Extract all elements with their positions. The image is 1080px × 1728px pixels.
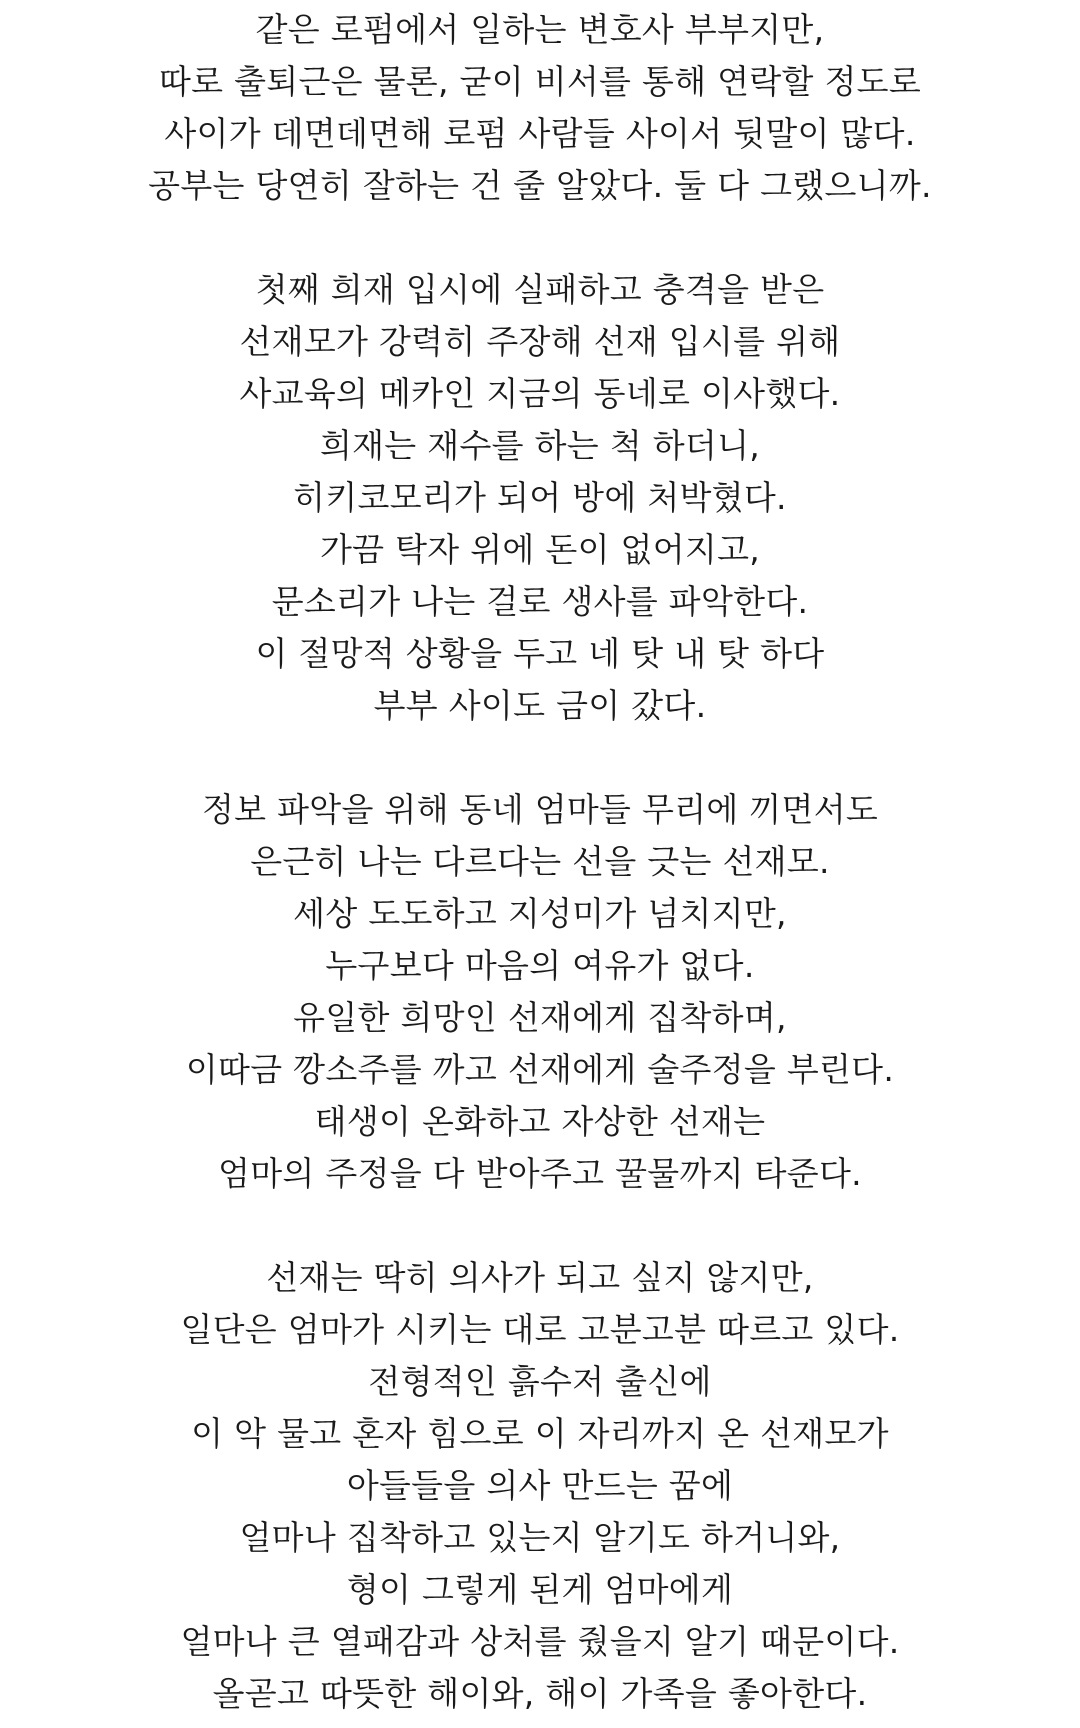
- text-line: 엄마의 주정을 다 받아주고 꿀물까지 타준다.: [218, 1154, 862, 1193]
- text-line: 얼마나 큰 열패감과 상처를 줬을지 알기 때문이다.: [180, 1622, 900, 1661]
- text-line: 누구보다 마음의 여유가 없다.: [325, 946, 755, 985]
- text-line: 이 악 물고 혼자 힘으로 이 자리까지 온 선재모가: [191, 1414, 889, 1453]
- text-line: 형이 그렇게 된게 엄마에게: [346, 1570, 734, 1609]
- text-line: 선재모가 강력히 주장해 선재 입시를 위해: [239, 322, 841, 361]
- paragraph-3: [0, 784, 1080, 1200]
- text-line: 태생이 온화하고 자상한 선재는: [314, 1102, 766, 1141]
- paragraph-1: [0, 4, 1080, 212]
- text-line: 이 절망적 상황을 두고 네 탓 내 탓 하다: [255, 634, 825, 673]
- text-line: 따로 출퇴근은 물론, 굳이 비서를 통해 연락할 정도로: [158, 62, 922, 101]
- text-line: 희재는 재수를 하는 척 하더니,: [319, 426, 761, 465]
- text-line: 일단은 엄마가 시키는 대로 고분고분 따르고 있다.: [180, 1310, 900, 1349]
- text-line: 유일한 희망인 선재에게 집착하며,: [293, 998, 787, 1037]
- text-line: 사교육의 메카인 지금의 동네로 이사했다.: [239, 374, 841, 413]
- text-line: 첫째 희재 입시에 실패하고 충격을 받은: [255, 270, 825, 309]
- text-line: 히키코모리가 되어 방에 처박혔다.: [293, 478, 787, 517]
- text-line: 정보 파악을 위해 동네 엄마들 무리에 끼면서도: [201, 790, 879, 829]
- text-line: 올곧고 따뜻한 해이와, 해이 가족을 좋아한다.: [212, 1674, 868, 1713]
- text-line: 선재는 딱히 의사가 되고 싶지 않지만,: [266, 1258, 814, 1297]
- text-line: 사이가 데면데면해 로펌 사람들 사이서 뒷말이 많다.: [164, 114, 916, 153]
- paragraph-4: [0, 1252, 1080, 1720]
- text-line: 얼마나 집착하고 있는지 알기도 하거니와,: [239, 1518, 841, 1557]
- text-line: 아들들을 의사 만드는 꿈에: [346, 1466, 734, 1505]
- text-line: 공부는 당연히 잘하는 건 줄 알았다. 둘 다 그랬으니까.: [148, 166, 932, 205]
- paragraph-2: [0, 264, 1080, 732]
- text-line: 같은 로펌에서 일하는 변호사 부부지만,: [255, 10, 825, 49]
- text-line: 문소리가 나는 걸로 생사를 파악한다.: [271, 582, 809, 621]
- text-line: 부부 사이도 금이 갔다.: [373, 686, 707, 725]
- text-line: 세상 도도하고 지성미가 넘치지만,: [293, 894, 787, 933]
- text-line: 가끔 탁자 위에 돈이 없어지고,: [319, 530, 761, 569]
- text-line: 전형적인 흙수저 출신에: [368, 1362, 712, 1401]
- text-line: 은근히 나는 다르다는 선을 긋는 선재모.: [250, 842, 830, 881]
- text-line: 이따금 깡소주를 까고 선재에게 술주정을 부린다.: [185, 1050, 895, 1089]
